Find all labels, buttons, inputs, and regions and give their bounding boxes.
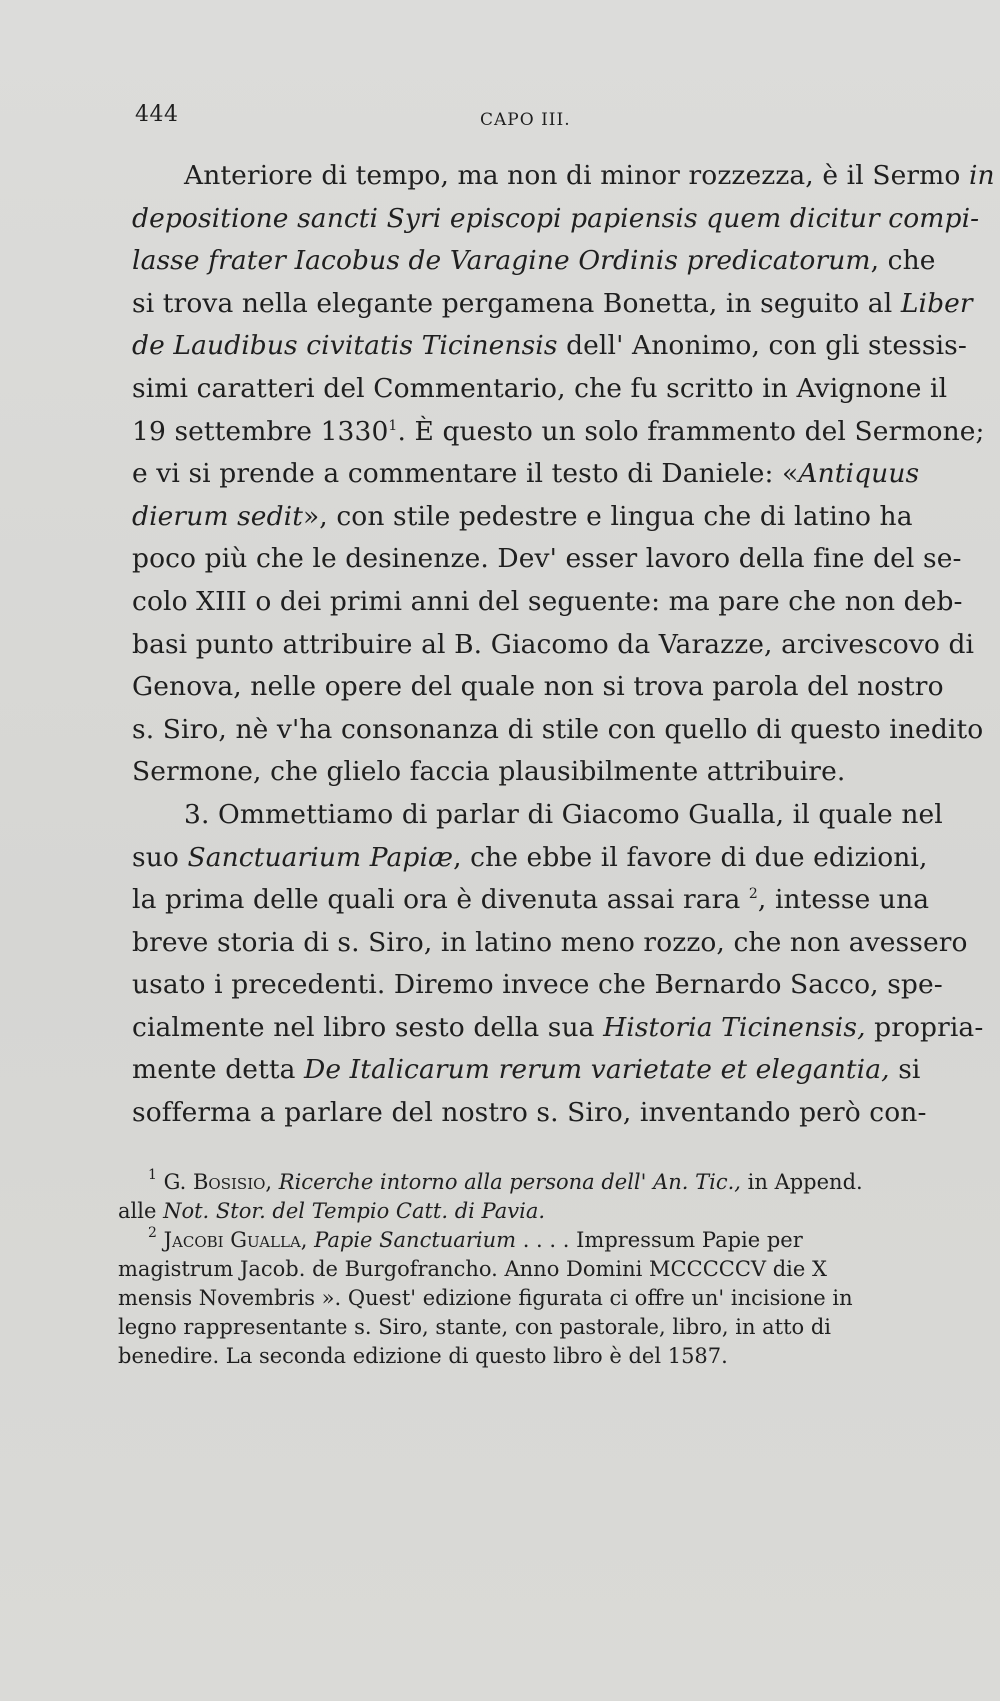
text-line: de Laudibus civitatis Ticinensis dell' Anonimo, con gli stessis-: [132, 330, 967, 362]
footnote-line: alle Not. Stor. del Tempio Catt. di Pavia.: [118, 1199, 546, 1223]
footnote-number: 1: [148, 1167, 157, 1183]
text-line: cialmente nel libro sesto della sua Historia Ticinensis, propria-: [132, 1011, 984, 1043]
footnotes: [118, 1168, 908, 1371]
text-line: colo XIII o dei primi anni del seguente: ma pare che non deb-: [132, 585, 963, 617]
footnote-number: 2: [148, 1225, 157, 1241]
text-line: s. Siro, nè v'ha consonanza di stile con quello di questo inedito: [132, 713, 984, 745]
text-line: simi caratteri del Commentario, che fu scritto in Avignone il: [132, 372, 948, 404]
text-line: Sermone, che glielo faccia plausibilmente attribuire.: [132, 756, 846, 788]
footnote-line: magistrum Jacob. de Burgofrancho. Anno Domini MCCCCCV die X: [118, 1257, 827, 1281]
running-head: CAPO III.: [480, 110, 571, 130]
page-number: 444: [135, 102, 179, 127]
text-line: usato i precedenti. Diremo invece che Bernardo Sacco, spe-: [132, 969, 943, 1001]
text-line: Anteriore di tempo, ma non di minor rozzezza, è il Sermo in: [184, 160, 995, 191]
footnote-line: legno rappresentante s. Siro, stante, con pastorale, libro, in atto di: [118, 1315, 832, 1339]
text-line: depositione sancti Syri episcopi papiensis quem dicitur compi-: [132, 202, 980, 234]
text-line: la prima delle quali ora è divenuta assai rara $^2$, intesse una: [132, 884, 930, 916]
text-line: lasse frater Iacobus de Varagine Ordinis predicatorum, che: [132, 245, 936, 277]
main-text: [132, 155, 995, 1135]
text-line: Genova, nelle opere del quale non si trova parola del nostro: [132, 671, 944, 703]
page-header: [135, 102, 875, 132]
text-line: suo Sanctuarium Papiæ, che ebbe il favore di due edizioni,: [132, 841, 928, 873]
text-line: breve storia di s. Siro, in latino meno rozzo, che non avessero: [132, 926, 968, 958]
footnote-line: benedire. La seconda edizione di questo libro è del 1587.: [118, 1344, 728, 1368]
text-line: poco più che le desinenze. Dev' esser lavoro della fine del se-: [132, 543, 962, 575]
text-line: si trova nella elegante pergamena Bonetta, in seguito al Liber: [132, 287, 973, 319]
footnote-line: $^2$ Jacobi Gualla, Papie Sanctuarium . . . . Impressum Papie per: [148, 1225, 803, 1252]
text-line: 3. Ommettiamo di parlar di Giacomo Gualla, il quale nel: [184, 798, 943, 830]
text-line: sofferma a parlare del nostro s. Siro, inventando però con-: [132, 1097, 927, 1129]
footnote-ref: 1: [388, 417, 398, 434]
text-line: basi punto attribuire al B. Giacomo da Varazze, arcivescovo di: [132, 628, 975, 660]
footnote-ref: 2: [748, 886, 758, 903]
footnote-line: $^1$ G. Bosisio, Ricerche intorno alla persona dell' An. Tic., in Append.: [148, 1167, 863, 1194]
text-line: dierum sedit», con stile pedestre e lingua che di latino ha: [132, 500, 913, 532]
text-line: mente detta De Italicarum rerum varietate et elegantia, si: [132, 1054, 921, 1086]
text-line: e vi si prende a commentare il testo di Daniele: «Antiquus: [132, 458, 920, 490]
text-line: 19 settembre 1330$^1$. È questo un solo frammento del Sermone;: [132, 415, 985, 447]
footnote-line: mensis Novembris ». Quest' edizione figurata ci offre un' incisione in: [118, 1286, 853, 1310]
